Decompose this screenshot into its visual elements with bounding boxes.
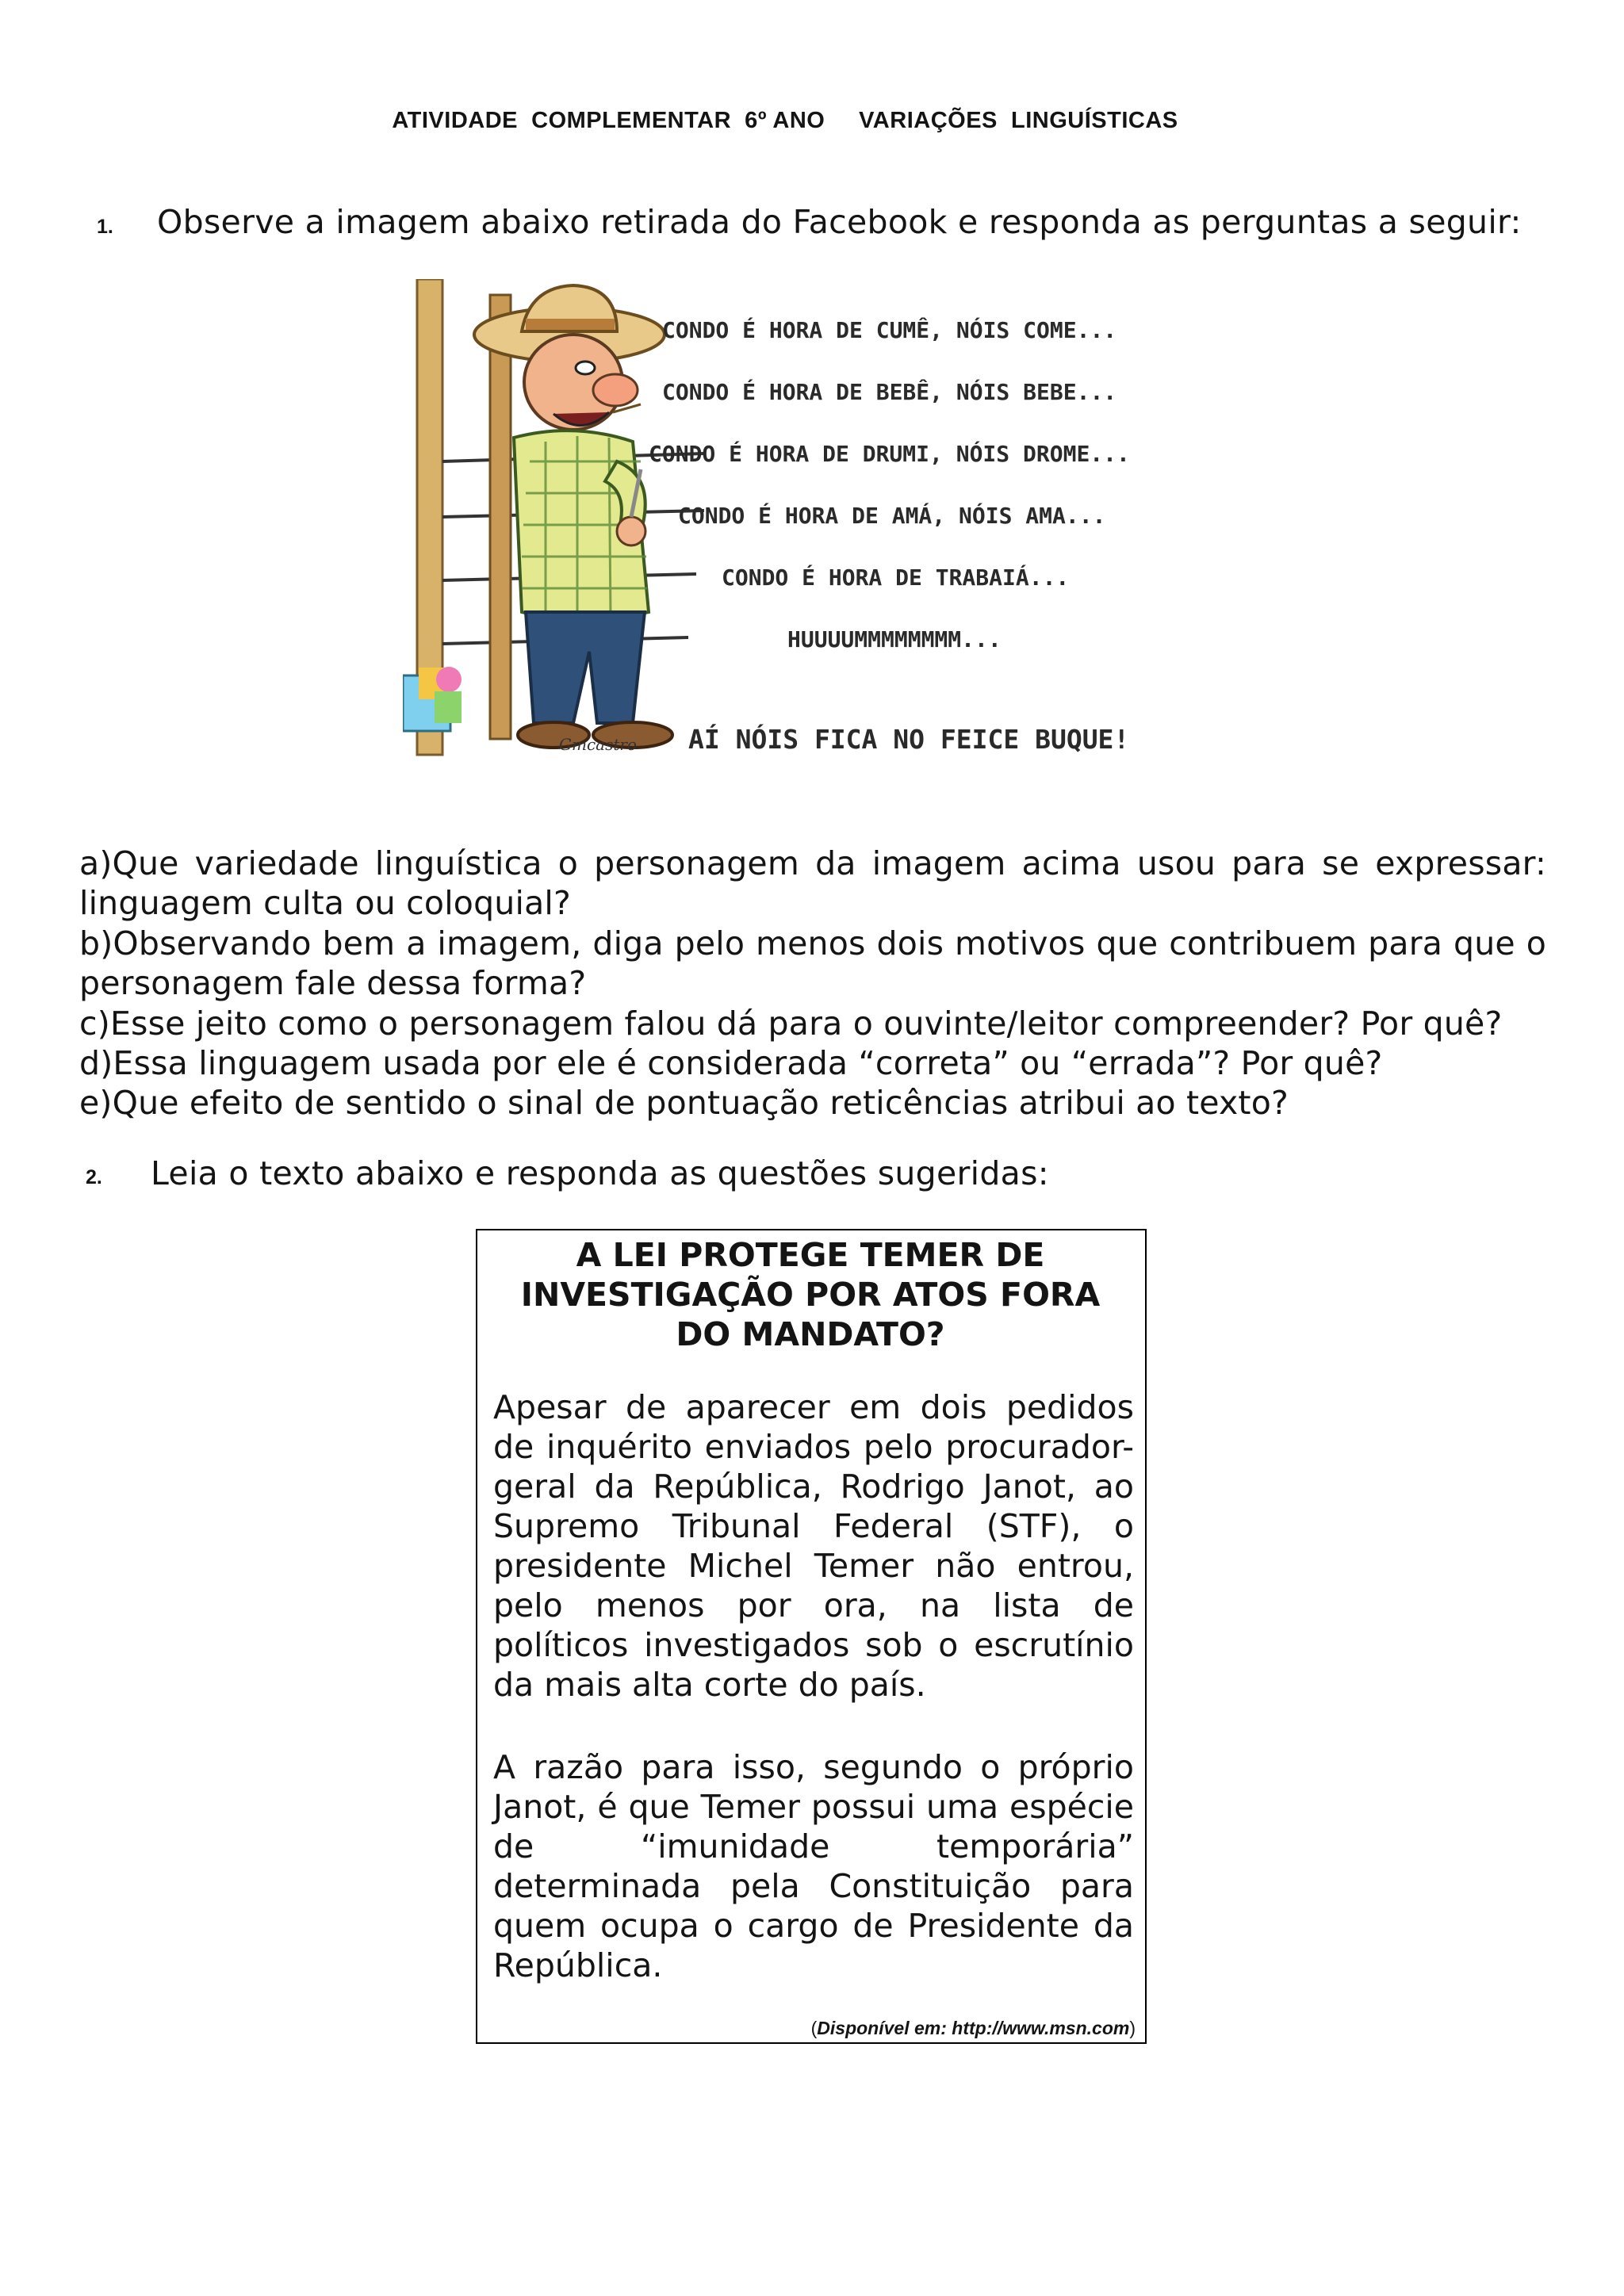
article-source: [811, 2018, 1136, 2039]
subquestion-a: a)Que variedade linguística o personagem da imagem acima usou para se expressar: linguagem culta ou coloquial?: [79, 844, 1546, 922]
cartoon-line-4: CONDO É HORA DE AMÁ, NÓIS AMA...: [678, 503, 1106, 529]
subquestion-b: b)Observando bem a imagem, diga pelo menos dois motivos que contribuem para que o personagem fale dessa forma?: [79, 924, 1546, 1002]
question-2-prompt: Leia o texto abaixo e responda as questões sugeridas:: [151, 1154, 1049, 1192]
cartoon-line-2: CONDO É HORA DE BEBÊ, NÓIS BEBE...: [662, 379, 1117, 405]
subquestion-e: e)Que efeito de sentido o sinal de pontuação reticências atribui ao texto?: [79, 1084, 1289, 1122]
article-title: A LEI PROTEGE TEMER DE INVESTIGAÇÃO POR ATOS FORA DO MANDATO?: [520, 1236, 1101, 1353]
page-title: ATIVIDADE COMPLEMENTAR 6º ANO VARIAÇÕES LINGUÍSTICAS: [392, 108, 1178, 133]
cartoon-illustration: [403, 279, 1229, 777]
cartoon-signature: Gmcastro: [559, 735, 637, 754]
cartoon-line-5: CONDO É HORA DE TRABAIÁ...: [722, 564, 1070, 591]
subquestion-d: d)Essa linguagem usada por ele é considerada “correta” ou “errada”? Por quê?: [79, 1044, 1383, 1082]
question-1-number: 1.: [97, 216, 113, 238]
source-close-paren: ): [1129, 2018, 1136, 2038]
toy-box-drawing: [403, 667, 462, 731]
question-1-prompt: Observe a imagem abaixo retirada do Facebook e responda as perguntas a seguir:: [157, 203, 1522, 241]
subquestion-c: c)Esse jeito como o personagem falou dá para o ouvinte/leitor compreender? Por quê?: [79, 1004, 1503, 1043]
cartoon-image: [403, 279, 1229, 777]
article-paragraph: A razão para isso, segundo o próprio Janot, é que Temer possui uma espécie de “imunidade temporária” determinada pela Constituição para quem ocupa o cargo de Presidente da República.: [493, 1748, 1134, 1984]
source-link[interactable]: Disponível em: http://www.msn.com: [817, 2018, 1130, 2038]
cartoon-line-3: CONDO É HORA DE DRUMI, NÓIS DROME...: [649, 441, 1130, 467]
news-article-box: [476, 1229, 1147, 2044]
cartoon-line-7: AÍ NÓIS FICA NO FEICE BUQUE!: [688, 724, 1130, 755]
cartoon-line-6: HUUUUMMMMMMMM...: [787, 626, 1002, 652]
article-paragraph: Apesar de aparecer em dois pedidos de inquérito enviados pelo procurador-geral da República, Rodrigo Janot, ao Supremo Tribunal Federal (STF), o presidente Michel Temer não entrou, pelo menos por ora, na lista de políticos investigados sob o escrutínio da mais alta corte do país.: [493, 1388, 1134, 1704]
source-open-paren: (: [810, 2018, 818, 2038]
cartoon-line-1: CONDO É HORA DE CUMÊ, NÓIS COME...: [662, 317, 1117, 343]
question-2-number: 2.: [86, 1166, 102, 1188]
